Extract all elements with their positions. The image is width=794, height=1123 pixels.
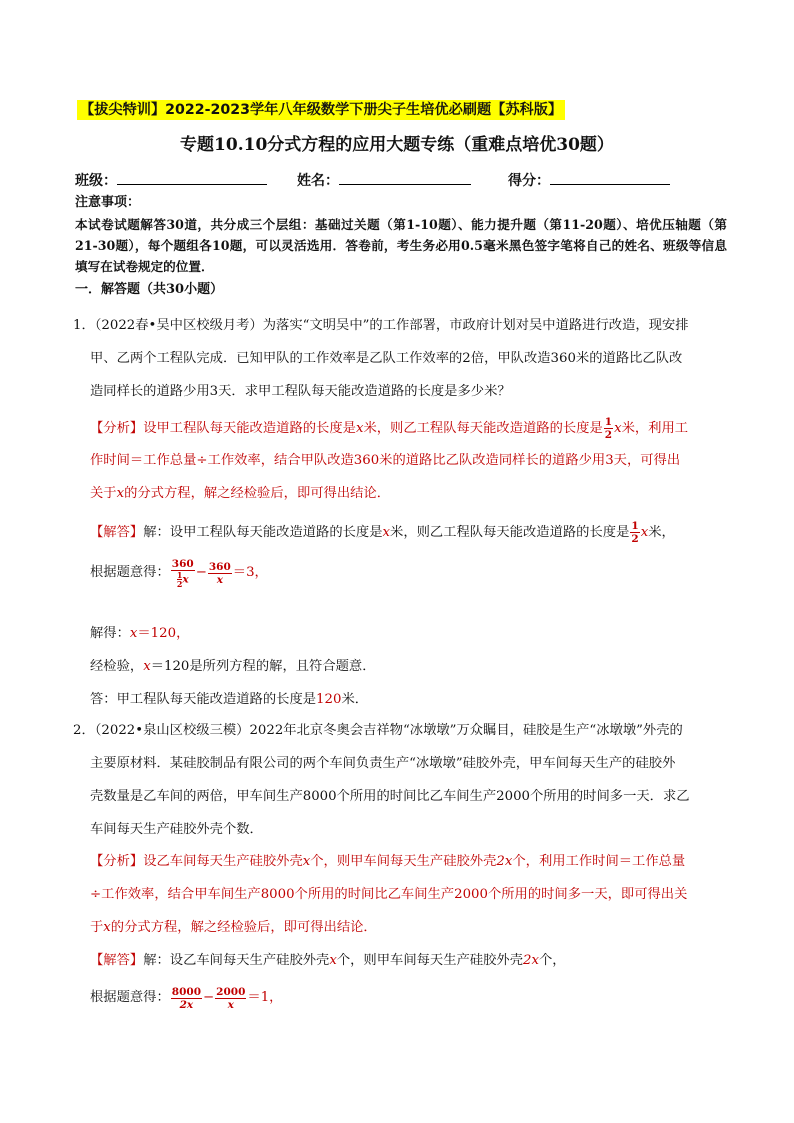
q1-line-2: 甲、乙两个工程队完成．已知甲队的工作效率是乙队工作效率的2倍，甲队改造360米的道路比乙队改	[90, 351, 683, 366]
fraction-half: $\frac{1}{2}$	[604, 416, 613, 441]
q2-line-1: 2．（2022•泉山区校级三模）2022年北京冬奥会吉祥物“冰墩墩”万众瞩目，硅胶是生产“冰墩墩”外壳的	[73, 723, 683, 738]
q1-line-3: 造同样长的道路少用3天．求甲工程队每天能改造道路的长度是多少米？	[90, 384, 511, 399]
analysis-tag: 【分析】	[90, 854, 144, 869]
q2-line-3: 壳数量是乙车间的两倍，甲车间生产8000个所用的时间比乙车间生产2000个所用的时间多一天．求乙	[90, 789, 690, 804]
notice-text: 本试卷试题解答30道，共分成三个层组：基础过关题（第1-10题）、能力提升题（第11-20题）、培优压轴题（第21-30题），每个题组各10题，可以灵活选用．答卷前，考生务必用0.5毫米黑色签字笔将自己的姓名、班级等信息填写在试卷规定的位置．	[75, 217, 727, 274]
q1-line-1: 1．（2022春•吴中区校级月考）为落实“文明吴中”的工作部署，市政府计划对吴中道路进行改造，现安排	[73, 318, 689, 333]
q2-analysis-line-1: 【分析】设乙车间每天生产硅胶外壳x个，则甲车间每天生产硅胶外壳2x个，利用工作时间＝工作总量	[90, 854, 686, 869]
score-blank	[550, 170, 670, 185]
solution-tag: 【解答】	[90, 953, 144, 968]
q1-check-line: 经检验，x＝120是所列方程的解，且符合题意．	[90, 659, 376, 674]
q2-analysis-line-2: ÷工作效率，结合甲车间生产8000个所用的时间比乙车间生产2000个所用的时间多一天，即可得出关	[90, 887, 688, 902]
equation-fraction-2: $\frac{360}{x}$	[208, 560, 231, 586]
q1-solution-result: 解得：x＝120，	[90, 626, 190, 641]
equation-fraction-2: $\frac{2000}{x}$	[216, 985, 246, 1011]
q2-line-2: 主要原材料．某硅胶制品有限公司的两个车间负责生产“冰墩墩”硅胶外壳，甲车间每天生产的硅胶外	[90, 756, 676, 771]
q2-equation-line: 根据题意得： $\frac{8000}{2x}$ − $\frac{2000}{x}$ ＝1，	[90, 985, 283, 1011]
name-label: 姓名：	[297, 173, 339, 189]
notice-heading: 注意事项：	[75, 195, 141, 210]
q2-line-4: 车间每天生产硅胶外壳个数．	[90, 822, 263, 837]
q1-analysis-line-2: 作时间＝工作总量÷工作效率，结合甲队改造360米的道路比乙队改造同样长的道路少用3天，可得出	[90, 453, 681, 468]
solution-tag: 【解答】	[90, 525, 144, 540]
score-field	[508, 170, 670, 191]
analysis-tag: 【分析】	[90, 421, 144, 436]
score-label: 得分：	[508, 173, 550, 189]
page-title: 专题10.10分式方程的应用大题专练（重难点培优30题）	[180, 135, 614, 155]
class-label: 班级：	[75, 173, 117, 189]
section-heading: 一．解答题（共30小题）	[75, 282, 224, 297]
equation-fraction-1: $\frac{8000}{2x}$	[171, 985, 202, 1011]
q1-solution-line-1: 【解答】解：设甲工程队每天能改造道路的长度是x米，则乙工程队每天能改造道路的长度是 $\frac{1}{2}$ x米，	[90, 520, 675, 545]
q2-solution-line-1: 【解答】解：设乙车间每天生产硅胶外壳x个，则甲车间每天生产硅胶外壳2x个，	[90, 953, 566, 968]
name-blank	[339, 170, 471, 185]
class-field	[75, 170, 267, 191]
q1-answer-line: 答：甲工程队每天能改造道路的长度是120米．	[90, 692, 369, 707]
q1-analysis-line-3: 关于x的分式方程，解之经检验后，即可得出结论．	[90, 486, 391, 501]
equation-fraction-1: 360 $\frac{1}{2}$ x	[171, 558, 194, 589]
series-banner: 【拔尖特训】2022-2023学年八年级数学下册尖子生培优必刷题【苏科版】	[77, 100, 565, 120]
name-field	[297, 170, 471, 191]
q2-analysis-line-3: 于x的分式方程，解之经检验后，即可得出结论．	[90, 920, 377, 935]
q1-equation-line: 根据题意得： 360 $\frac{1}{2}$ x − $\frac{360}{x}$ ＝3，	[90, 558, 268, 589]
class-blank	[117, 170, 267, 185]
fraction-half: $\frac{1}{2}$	[631, 520, 639, 545]
q1-analysis-line-1: 【分析】设甲工程队每天能改造道路的长度是x米，则乙工程队每天能改造道路的长度是 $\frac{1}{2}$ x米，利用工	[90, 416, 689, 441]
